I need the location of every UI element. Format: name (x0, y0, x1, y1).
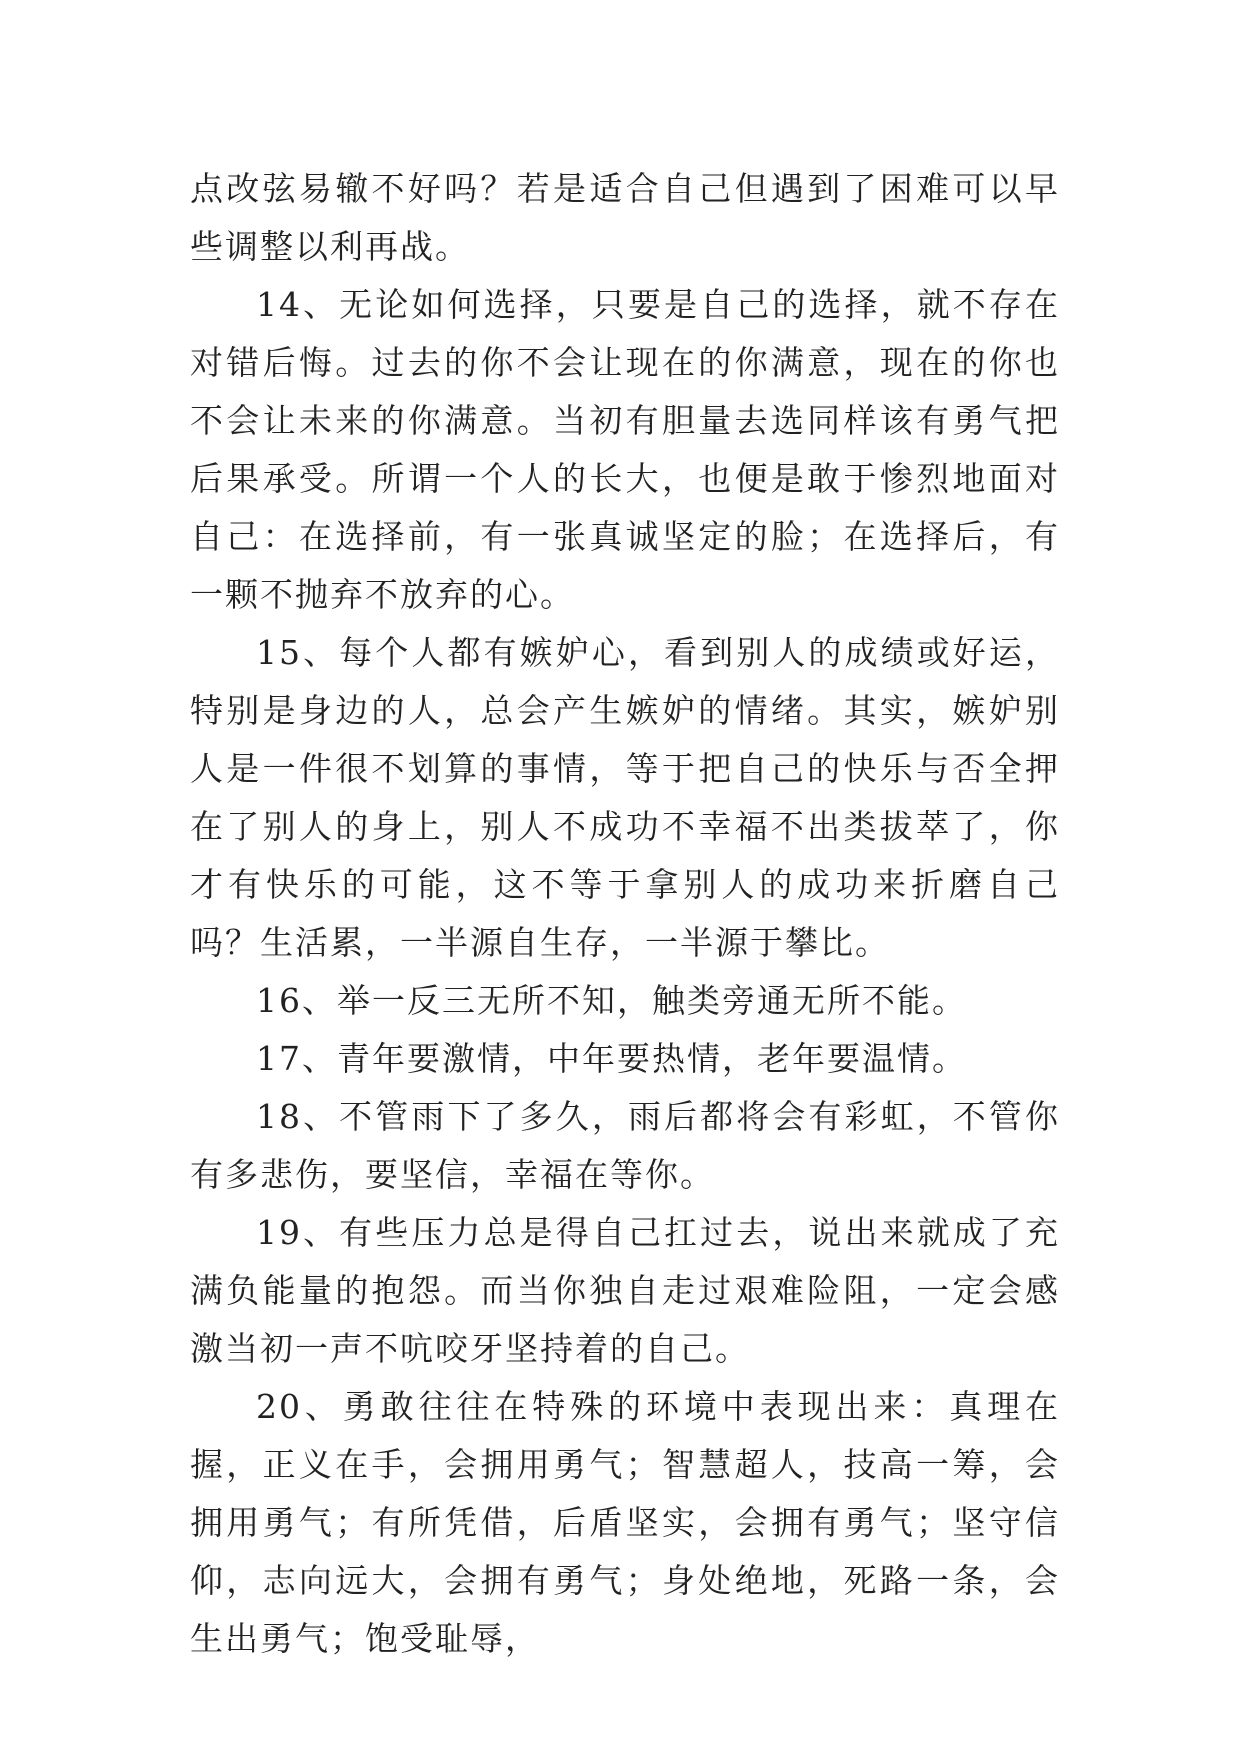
paragraph-16: 16、举一反三无所不知，触类旁通无所不能。 (256, 981, 967, 1020)
paragraph-19: 19、有些压力总是得自己扛过去，说出来就成了充满负能量的抱怨。而当你独自走过艰难险阻，一定会感激当初一声不吭咬牙坚持着的自己。 (190, 1213, 1060, 1368)
paragraph-20: 20、勇敢往往在特殊的环境中表现出来：真理在握，正义在手，会拥用勇气；智慧超人，技高一筹，会拥用勇气；有所凭借，后盾坚实，会拥有勇气；坚守信仰，志向远大，会拥有勇气；身处绝地，死路一条，会生出勇气；饱受耻辱， (190, 1387, 1060, 1658)
paragraph-15: 15、每个人都有嫉妒心，看到别人的成绩或好运，特别是身边的人，总会产生嫉妒的情绪。其实，嫉妒别人是一件很不划算的事情，等于把自己的快乐与否全押在了别人的身上，别人不成功不幸福不出类拔萃了，你才有快乐的可能，这不等于拿别人的成功来折磨自己吗？生活累，一半源自生存，一半源于攀比。 (190, 633, 1060, 962)
document-body (190, 160, 1060, 1668)
paragraph-17: 17、青年要激情，中年要热情，老年要温情。 (256, 1039, 967, 1078)
paragraph-13-continuation: 点改弦易辙不好吗？若是适合自己但遇到了困难可以早些调整以利再战。 (190, 169, 1060, 266)
paragraph-14: 14、无论如何选择，只要是自己的选择，就不存在对错后悔。过去的你不会让现在的你满意，现在的你也不会让未来的你满意。当初有胆量去选同样该有勇气把后果承受。所谓一个人的长大，也便是敢于惨烈地面对自己：在选择前，有一张真诚坚定的脸；在选择后，有一颗不抛弃不放弃的心。 (190, 285, 1060, 614)
paragraph-18: 18、不管雨下了多久，雨后都将会有彩虹，不管你有多悲伤，要坚信，幸福在等你。 (190, 1097, 1060, 1194)
